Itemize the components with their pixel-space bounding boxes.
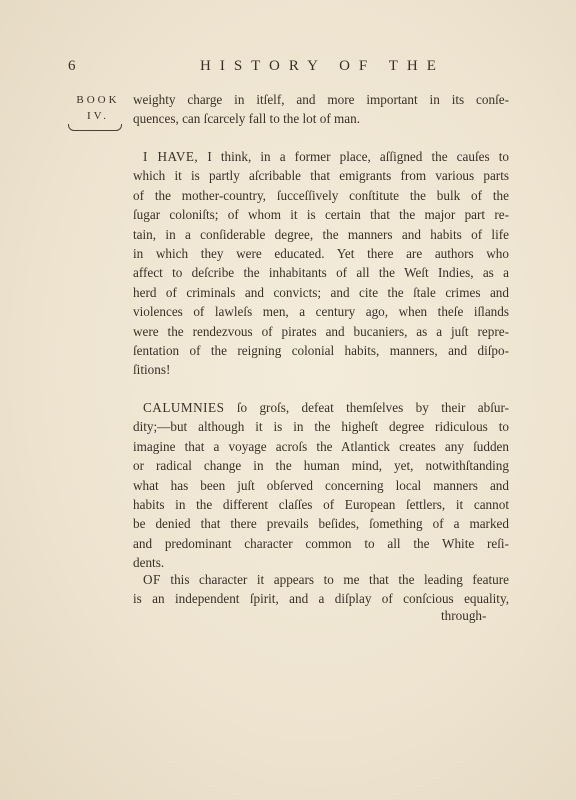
text-line xyxy=(133,570,509,589)
text-line: weighty charge in itſelf, and more important in its conſe- xyxy=(133,92,509,107)
text-line-rest: I think, in a former place, aſſigned the cauſes to xyxy=(198,149,509,164)
text-line: ſugar coloniſts; of whom it is certain that the major part re- xyxy=(133,207,509,223)
text-line xyxy=(133,147,509,166)
paragraph-4 xyxy=(133,570,509,609)
text-line: dents. xyxy=(133,555,165,571)
text-line: were the rendezvous of pirates and bucaniers, as a juſt repre- xyxy=(133,323,509,339)
text-line: herd of criminals and convicts; and cite the ſtale crimes and xyxy=(133,284,509,300)
text-line: and predominant character common to all the White reſi- xyxy=(133,535,509,551)
text-line: in which they were educated. Yet there are authors who xyxy=(133,246,509,262)
text-line: tain, in a conſiderable degree, the manners and habits of life xyxy=(133,226,509,242)
paragraph-lead: CALUMNIES xyxy=(143,400,225,415)
page-number: 6 xyxy=(68,58,76,74)
text-line: or radical change in the human mind, yet, notwithſtanding xyxy=(133,458,509,474)
text-line-rest: ſo groſs, defeat themſelves by their abſur- xyxy=(224,400,509,415)
paragraph-lead: I HAVE, xyxy=(143,149,199,164)
text-line: which it is partly aſcribable that emigrants from various parts xyxy=(133,168,509,184)
running-head: HISTORY OF THE xyxy=(200,58,445,74)
book-marginal-label xyxy=(72,92,124,124)
book-bracket xyxy=(68,124,122,131)
paragraph-3 xyxy=(133,398,509,573)
text-line: of the mother-country, ſucceſſively conſtitute the bulk of the xyxy=(133,187,509,203)
book-label-text: BOOK xyxy=(76,94,120,106)
text-line: is an independent ſpirit, and a diſplay of conſcious equality, xyxy=(133,591,509,607)
text-line: habits in the different claſſes of European ſettlers, it cannot xyxy=(133,497,509,513)
text-line: quences, can ſcarcely fall to the lot of man. xyxy=(133,111,361,127)
text-line: ſitions! xyxy=(133,362,171,378)
text-line xyxy=(133,398,509,417)
text-line: imagine that a voyage acroſs the Atlantick creates any ſudden xyxy=(133,438,509,454)
paragraph-1 xyxy=(133,90,509,129)
paragraph-lead: OF xyxy=(143,572,161,587)
text-line: dity;—but although it is in the higheſt degree ridiculous to xyxy=(133,419,509,435)
text-line: be denied that there prevails beſides, ſomething of a marked xyxy=(133,516,509,532)
text-line: violences of lawleſs men, a century ago, when theſe iſlands xyxy=(133,304,509,320)
paragraph-2 xyxy=(133,147,509,380)
text-line: ſentation of the reigning colonial habits, manners, and diſpo- xyxy=(133,343,509,359)
text-line: what has been juſt obſerved concerning local manners and xyxy=(133,477,509,493)
catchword: through- xyxy=(441,608,487,623)
text-line: affect to deſcribe the inhabitants of all the Weſt Indies, as a xyxy=(133,265,509,281)
text-line-rest: this character it appears to me that the leading feature xyxy=(160,572,509,587)
book-number-text: IV. xyxy=(87,110,109,122)
